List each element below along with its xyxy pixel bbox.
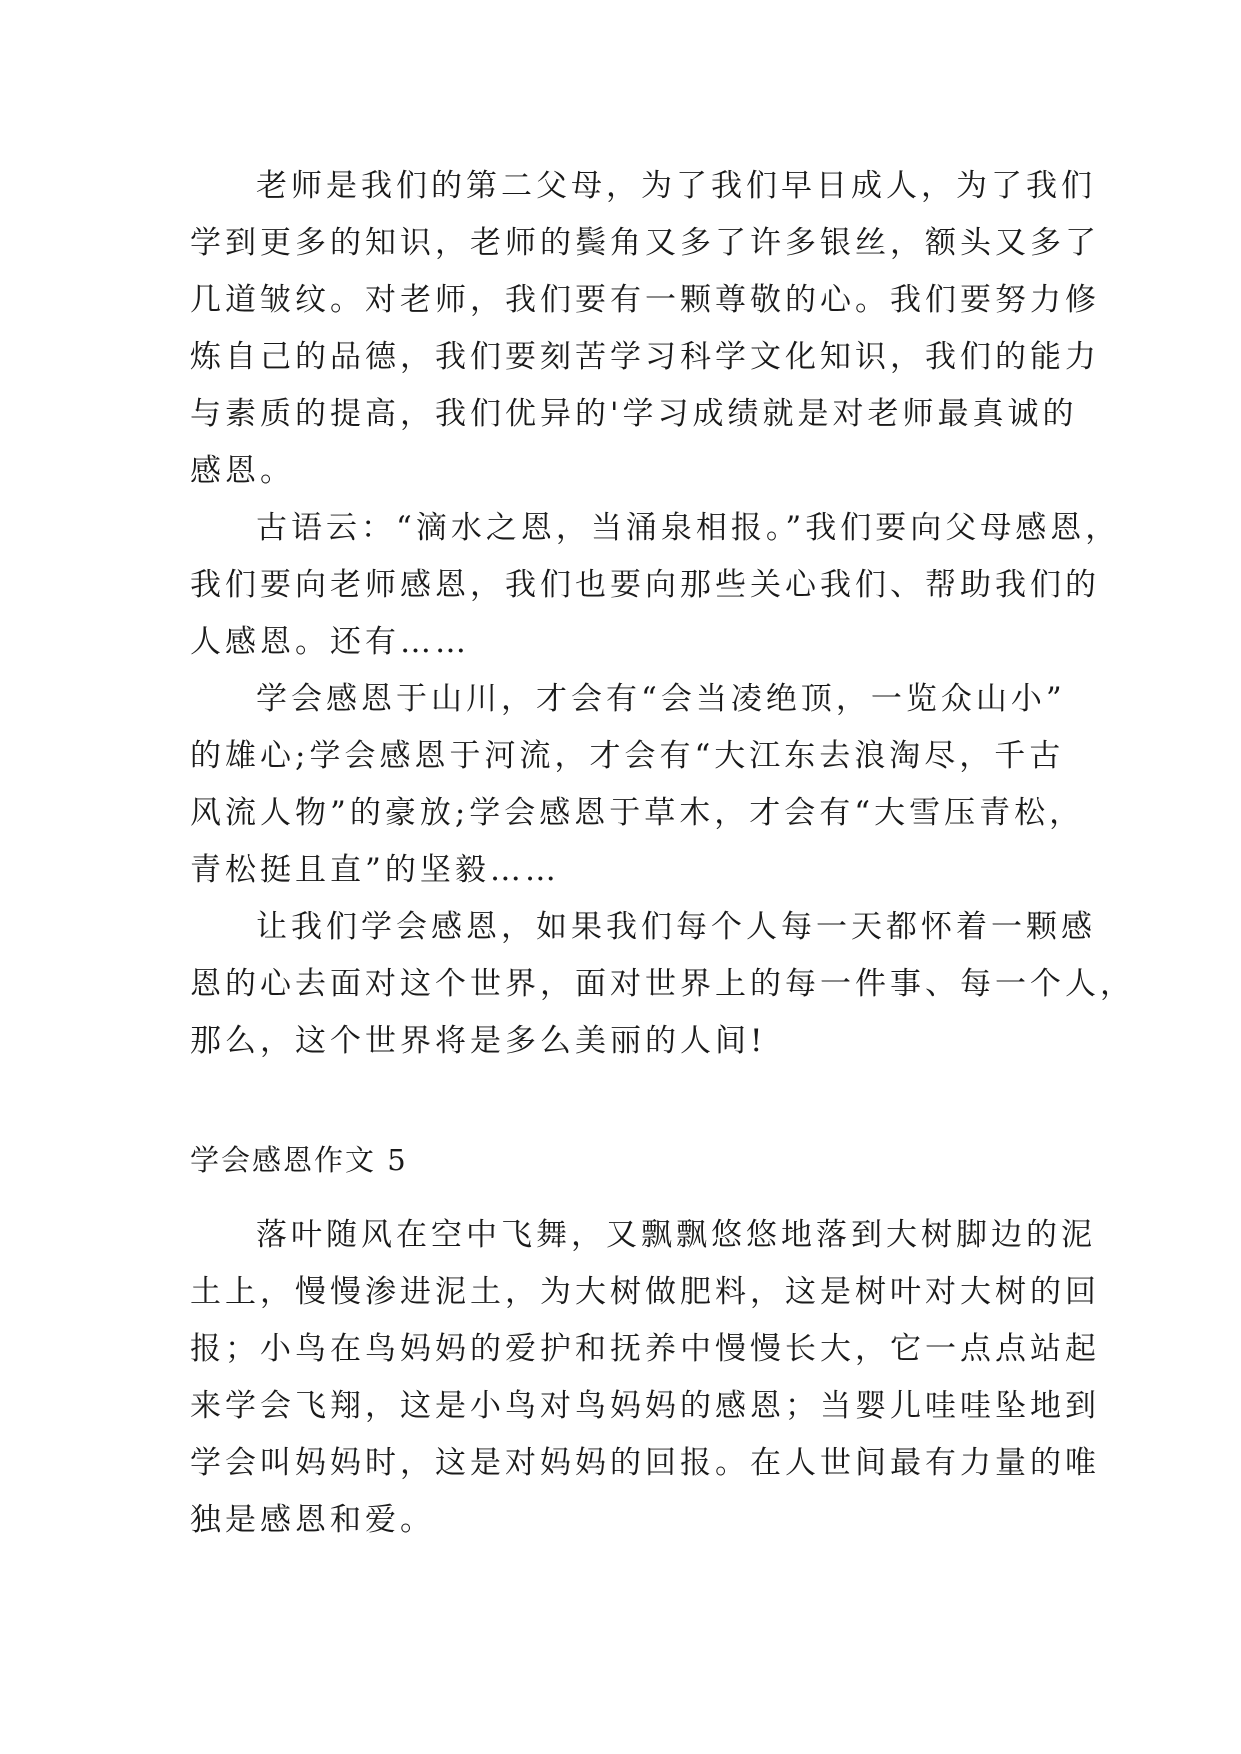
paragraph-line: 与素质的提高，我们优异的'学习成绩就是对老师最真诚的 (190, 396, 1078, 432)
paragraph-line: 那么，这个世界将是多么美丽的人间! (190, 1023, 767, 1059)
paragraph-line: 学会叫妈妈时，这是对妈妈的回报。在人世间最有力量的唯 (190, 1445, 1100, 1481)
paragraph-line: 人感恩。还有…… (190, 624, 470, 660)
paragraph-line: 感恩。 (190, 453, 295, 489)
paragraph-line: 落叶随风在空中飞舞，又飘飘悠悠地落到大树脚边的泥 (256, 1217, 1096, 1253)
paragraph-line: 风流人物”的豪放;学会感恩于草木，才会有“大雪压青松， (190, 795, 1085, 831)
paragraph-line: 古语云：“滴水之恩，当涌泉相报。”我们要向父母感恩， (256, 510, 1121, 546)
paragraph-line: 学到更多的知识，老师的鬓角又多了许多银丝，额头又多了 (190, 225, 1100, 261)
paragraph-line: 来学会飞翔，这是小鸟对鸟妈妈的感恩；当婴儿哇哇坠地到 (190, 1388, 1100, 1424)
paragraph-line: 我们要向老师感恩，我们也要向那些关心我们、帮助我们的 (190, 567, 1100, 603)
paragraph-line: 炼自己的品德，我们要刻苦学习科学文化知识，我们的能力 (190, 339, 1100, 375)
paragraph-line: 老师是我们的第二父母，为了我们早日成人，为了我们 (256, 168, 1096, 204)
paragraph-teacher-gratitude (190, 158, 1100, 500)
section-heading: 学会感恩作文 5 (190, 1143, 408, 1177)
paragraph-ancient-saying (190, 500, 1121, 671)
paragraph-line: 报；小鸟在鸟妈妈的爱护和抚养中慢慢长大，它一点点站起 (190, 1331, 1100, 1367)
paragraph-line: 学会感恩于山川，才会有“会当凌绝顶，一览众山小” (256, 681, 1066, 717)
paragraph-line: 青松挺且直”的坚毅…… (190, 852, 560, 888)
paragraph-line: 让我们学会感恩，如果我们每个人每一天都怀着一颗感 (256, 909, 1096, 945)
paragraph-line: 土上，慢慢渗进泥土，为大树做肥料，这是树叶对大树的回 (190, 1274, 1100, 1310)
section-heading-block (190, 1132, 1050, 1189)
paragraph-line: 独是感恩和爱。 (190, 1502, 435, 1538)
paragraph-conclusion (190, 899, 1135, 1070)
paragraph-line: 恩的心去面对这个世界，面对世界上的每一件事、每一个人， (190, 966, 1135, 1002)
paragraph-leaves-birds (190, 1207, 1100, 1549)
paragraph-line: 几道皱纹。对老师，我们要有一颗尊敬的心。我们要努力修 (190, 282, 1100, 318)
paragraph-line: 的雄心;学会感恩于河流，才会有“大江东去浪淘尽，千古 (190, 738, 1065, 774)
paragraph-nature-gratitude (190, 671, 1085, 899)
